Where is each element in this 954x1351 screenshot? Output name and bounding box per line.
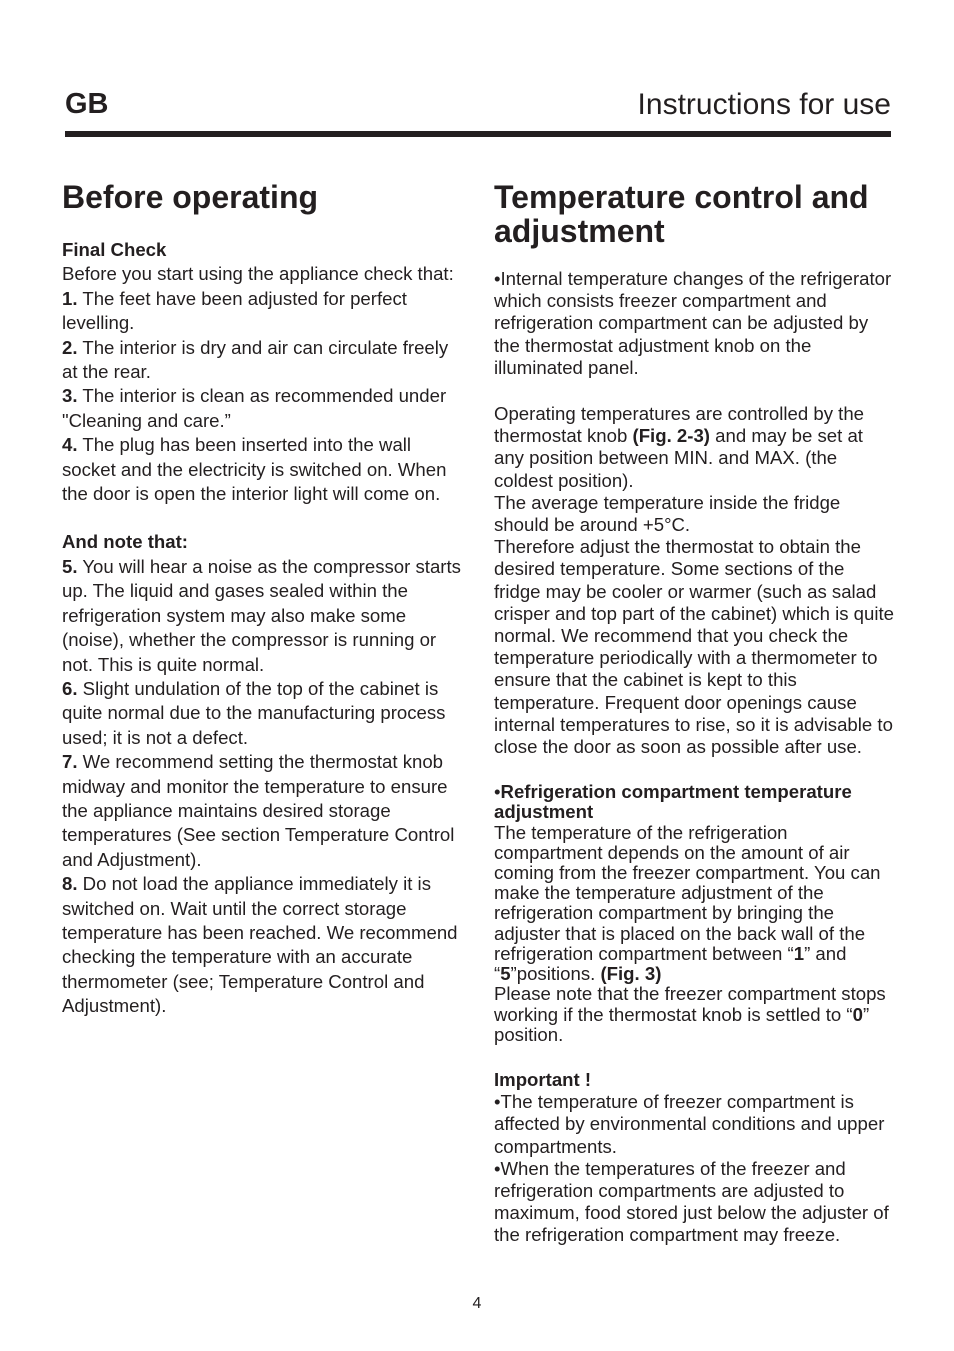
freezer-note <box>494 984 896 1045</box>
item-text: The interior is dry and air can circulate freely at the rear. <box>62 336 449 383</box>
page-header <box>65 84 891 124</box>
item-text: The feet have been adjusted for perfect levelling. <box>62 287 407 334</box>
final-check-title: Final Check <box>62 239 167 260</box>
item-number: 8. <box>62 873 78 895</box>
item-number: 5. <box>62 555 78 577</box>
check-item <box>62 384 464 433</box>
item-text: The interior is clean as recommended under "Cleaning and care.” <box>62 385 447 431</box>
item-text: Slight undulation of the top of the cabinet is quite normal due to the manufacturing process used; it is not a defect. <box>62 677 446 748</box>
check-item <box>62 336 464 385</box>
note-item <box>62 677 464 750</box>
item-text: Do not load the appliance immediately it is switched on. Wait until the correct storage temperature has been reached. We recommend checking the temperature with an accurate thermometer (see; Temperature Control and Adjustment). <box>62 873 458 1017</box>
subheading: Refrigeration compartment temperature adjustment <box>494 781 852 823</box>
final-check-intro: Before you start using the appliance check that: <box>62 263 454 285</box>
figure-reference: (Fig. 2-3) <box>632 425 710 447</box>
refrigeration-adjustment-title <box>494 782 896 822</box>
adjust-thermostat-text: Therefore adjust the thermostat to obtain the desired temperature. Some sections of the fridge may be cooler or warmer (such as salad crisper and top part of the cabinet) which is quite normal. We recommend that you check the temperature periodically with a thermometer to ensure that the cabinet is kept to this temperature. Frequent door openings cause internal temperatures to rise, so it is advisable to close the door as soon as possible after use. <box>494 536 894 758</box>
spacer <box>494 758 896 782</box>
language-code: GB <box>65 88 109 120</box>
item-number: 7. <box>62 751 78 773</box>
note-item <box>62 872 464 1018</box>
average-temperature: The average temperature inside the fridge should be around +5°C. <box>494 491 841 536</box>
item-number: 6. <box>62 677 78 699</box>
item-text: You will hear a noise as the compressor starts up. The liquid and gases sealed within the refrigeration system may also make some (noise), whether the compressor is running or not. This is quite normal. <box>62 555 461 675</box>
text-run: Operating temperatures are controlled by the thermostat knob <box>494 403 865 447</box>
position-value: 5 <box>500 963 511 985</box>
spacer <box>494 379 896 403</box>
item-text: We recommend setting the thermostat knob midway and monitor the temperature to ensure the appliance maintains desired storage temperatures (See section Temperature Control and Adjustment). <box>62 751 455 870</box>
temperature-control-heading: Temperature control and adjustment <box>494 179 869 249</box>
refrigeration-adjustment-text <box>494 823 896 985</box>
note-item <box>62 555 464 677</box>
temperature-intro: •Internal temperature changes of the refrigerator which consists freezer compartment and refrigeration compartment can be adjusted by the thermostat adjustment knob on the illuminated panel. <box>494 268 892 378</box>
item-number: 1. <box>62 287 78 309</box>
figure-reference: (Fig. 3) <box>600 963 662 985</box>
text-run: ” and “ <box>494 942 847 985</box>
temperature-control-column <box>494 180 896 1247</box>
before-operating-column <box>62 180 464 1019</box>
before-operating-heading: Before operating <box>62 179 319 215</box>
important-title: Important ! <box>494 1068 592 1090</box>
important-item: •When the temperatures of the freezer and refrigeration compartments are adjusted to maximum, food stored just below the adjuster of the refrigeration compartment may freeze. <box>494 1157 889 1246</box>
item-text: The plug has been inserted into the wall socket and the electricity is switched on. When the door is open the interior light will come on. <box>62 434 447 505</box>
text-run: ”positions. <box>510 963 601 985</box>
important-item: •The temperature of freezer compartment is affected by environmental conditions and upper compartments. <box>494 1091 885 1157</box>
note-item <box>62 750 464 872</box>
text-run: Please note that the freezer compartment stops working if the thermostat knob is settled to “ <box>494 983 886 1025</box>
item-number: 3. <box>62 385 78 407</box>
text-run: and may be set at any position between MIN. and MAX. (the coldest position). <box>494 425 863 491</box>
text-run: ” position. <box>494 1003 870 1045</box>
page-number: 4 <box>472 1295 482 1312</box>
position-value: 0 <box>852 1003 863 1025</box>
document-title: Instructions for use <box>637 88 891 121</box>
spacer <box>62 506 464 530</box>
note-title: And note that: <box>62 531 188 553</box>
text-run: The temperature of the refrigeration compartment depends on the amount of air coming from the freezer compartment. You can make the temperature adjustment of the refrigeration compartment by bringing the adjuster that is placed on the back wall of the refrigeration compartment between “ <box>494 821 881 964</box>
item-number: 2. <box>62 336 78 358</box>
check-item <box>62 287 464 336</box>
spacer <box>494 1045 896 1069</box>
position-value: 1 <box>793 942 805 964</box>
check-item <box>62 433 464 506</box>
header-rule <box>65 131 891 137</box>
bullet: • <box>494 781 501 803</box>
item-number: 4. <box>62 434 78 456</box>
operating-temperatures <box>494 403 896 492</box>
